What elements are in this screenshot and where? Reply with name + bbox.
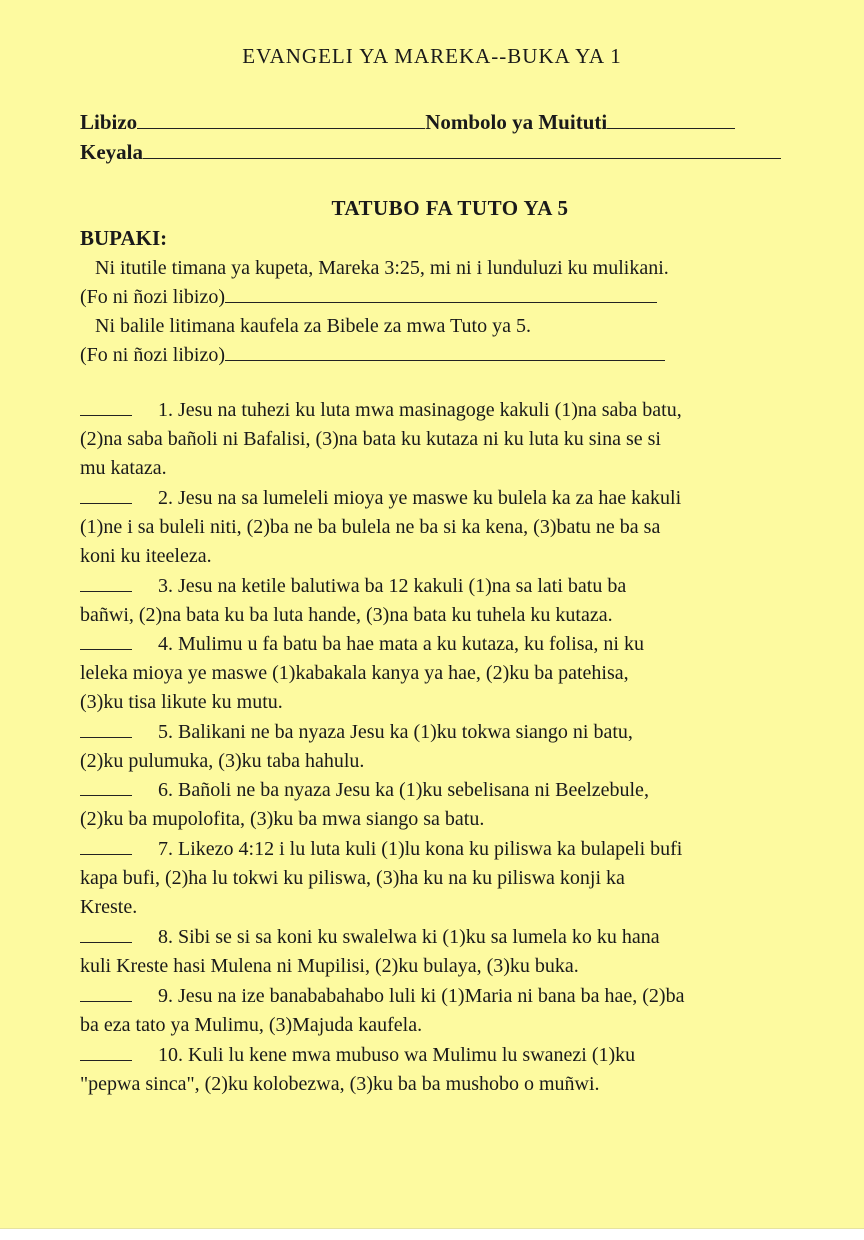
bupaki-signature-label: (Fo ni ñozi libizo) (80, 286, 225, 308)
question-10-line-1 (80, 1044, 635, 1067)
question-7-line-2: kapa bufi, (2)ha lu tokwi ku piliswa, (3)ha ku na ku piliswa konji ka (80, 867, 625, 889)
question-text: 6. Bañoli ne ba nyaza Jesu ka (1)ku sebelisana ni Beelzebule, (158, 779, 649, 801)
question-2-line-3: koni ku iteeleza. (80, 545, 212, 567)
question-6-line-1 (80, 779, 649, 802)
question-9-line-2: ba eza tato ya Mulimu, (3)Majuda kaufela. (80, 1014, 423, 1036)
bupaki-signature-label: (Fo ni ñozi libizo) (80, 344, 225, 366)
name-and-number-row (80, 110, 735, 135)
student-number-blank[interactable] (607, 110, 735, 129)
section-title: TATUBO FA TUTO YA 5 (331, 196, 569, 220)
question-1-line-1 (80, 399, 682, 422)
answer-blank[interactable] (80, 838, 132, 855)
name-label: Libizo (80, 110, 138, 134)
page-title: EVANGELI YA MAREKA--BUKA YA 1 (242, 44, 622, 68)
question-text: 8. Sibi se si sa koni ku swalelwa ki (1)ku sa lumela ko ku hana (158, 926, 660, 948)
question-1-line-2: (2)na saba bañoli ni Bafalisi, (3)na bata ku kutaza ni ku luta ku sina se si (80, 428, 661, 450)
question-2-line-2: (1)ne i sa buleli niti, (2)ba ne ba bulela ne ba si ka kena, (3)batu ne ba sa (80, 516, 661, 538)
answer-blank[interactable] (80, 779, 132, 796)
bupaki-signature-2 (80, 344, 665, 367)
question-7-line-3: Kreste. (80, 896, 138, 918)
question-7-line-1 (80, 838, 682, 861)
question-6-line-2: (2)ku ba mupolofita, (3)ku ba mwa siango sa batu. (80, 808, 485, 830)
question-8-line-2: kuli Kreste hasi Mulena ni Mupilisi, (2)ku bulaya, (3)ku buka. (80, 955, 579, 977)
answer-blank[interactable] (80, 487, 132, 504)
question-8-line-1 (80, 926, 660, 949)
question-5-line-1 (80, 721, 633, 744)
question-4-line-3: (3)ku tisa likute ku mutu. (80, 691, 283, 713)
address-row (80, 140, 781, 165)
signature-blank[interactable] (225, 344, 665, 361)
bupaki-label: BUPAKI: (80, 226, 168, 250)
address-blank[interactable] (143, 140, 781, 159)
question-text: 5. Balikani ne ba nyaza Jesu ka (1)ku tokwa siango ni batu, (158, 721, 633, 743)
page-bottom-edge (0, 1228, 864, 1240)
question-5-line-2: (2)ku pulumuka, (3)ku taba hahulu. (80, 750, 365, 772)
question-text: 7. Likezo 4:12 i lu luta kuli (1)lu kona ku piliswa ka bulapeli bufi (158, 838, 683, 860)
question-text: 2. Jesu na sa lumeleli mioya ye maswe ku bulela ka za hae kakuli (158, 487, 682, 509)
answer-blank[interactable] (80, 399, 132, 416)
bupaki-line-1: Ni itutile timana ya kupeta, Mareka 3:25, mi ni i lunduluzi ku mulikani. (95, 257, 669, 279)
student-number-label: Nombolo ya Muituti (425, 110, 608, 134)
question-9-line-1 (80, 985, 684, 1008)
question-text: 1. Jesu na tuhezi ku luta mwa masinagoge kakuli (1)na saba batu, (158, 399, 682, 421)
question-3-line-2: bañwi, (2)na bata ku ba luta hande, (3)na bata ku tuhela ku kutaza. (80, 604, 613, 626)
answer-blank[interactable] (80, 985, 132, 1002)
question-text: 4. Mulimu u fa batu ba hae mata a ku kutaza, ku folisa, ni ku (158, 633, 644, 655)
question-4-line-2: leleka mioya ye maswe (1)kabakala kanya ya hae, (2)ku ba patehisa, (80, 662, 629, 684)
answer-blank[interactable] (80, 1044, 132, 1061)
question-4-line-1 (80, 633, 644, 656)
question-3-line-1 (80, 575, 626, 598)
name-blank[interactable] (137, 110, 425, 129)
address-label: Keyala (80, 140, 143, 164)
answer-blank[interactable] (80, 575, 132, 592)
question-2-line-1 (80, 487, 681, 510)
question-10-line-2: "pepwa sinca", (2)ku kolobezwa, (3)ku ba ba mushobo o muñwi. (80, 1073, 600, 1095)
bupaki-signature-1 (80, 286, 657, 309)
bupaki-line-2: Ni balile litimana kaufela za Bibele za mwa Tuto ya 5. (95, 315, 531, 337)
signature-blank[interactable] (225, 286, 657, 303)
question-1-line-3: mu kataza. (80, 457, 167, 479)
answer-blank[interactable] (80, 721, 132, 738)
question-text: 10. Kuli lu kene mwa mubuso wa Mulimu lu swanezi (1)ku (158, 1044, 636, 1066)
question-text: 9. Jesu na ize banababahabo luli ki (1)Maria ni bana ba hae, (2)ba (158, 985, 685, 1007)
question-text: 3. Jesu na ketile balutiwa ba 12 kakuli (1)na sa lati batu ba (158, 575, 627, 597)
answer-blank[interactable] (80, 926, 132, 943)
answer-blank[interactable] (80, 633, 132, 650)
